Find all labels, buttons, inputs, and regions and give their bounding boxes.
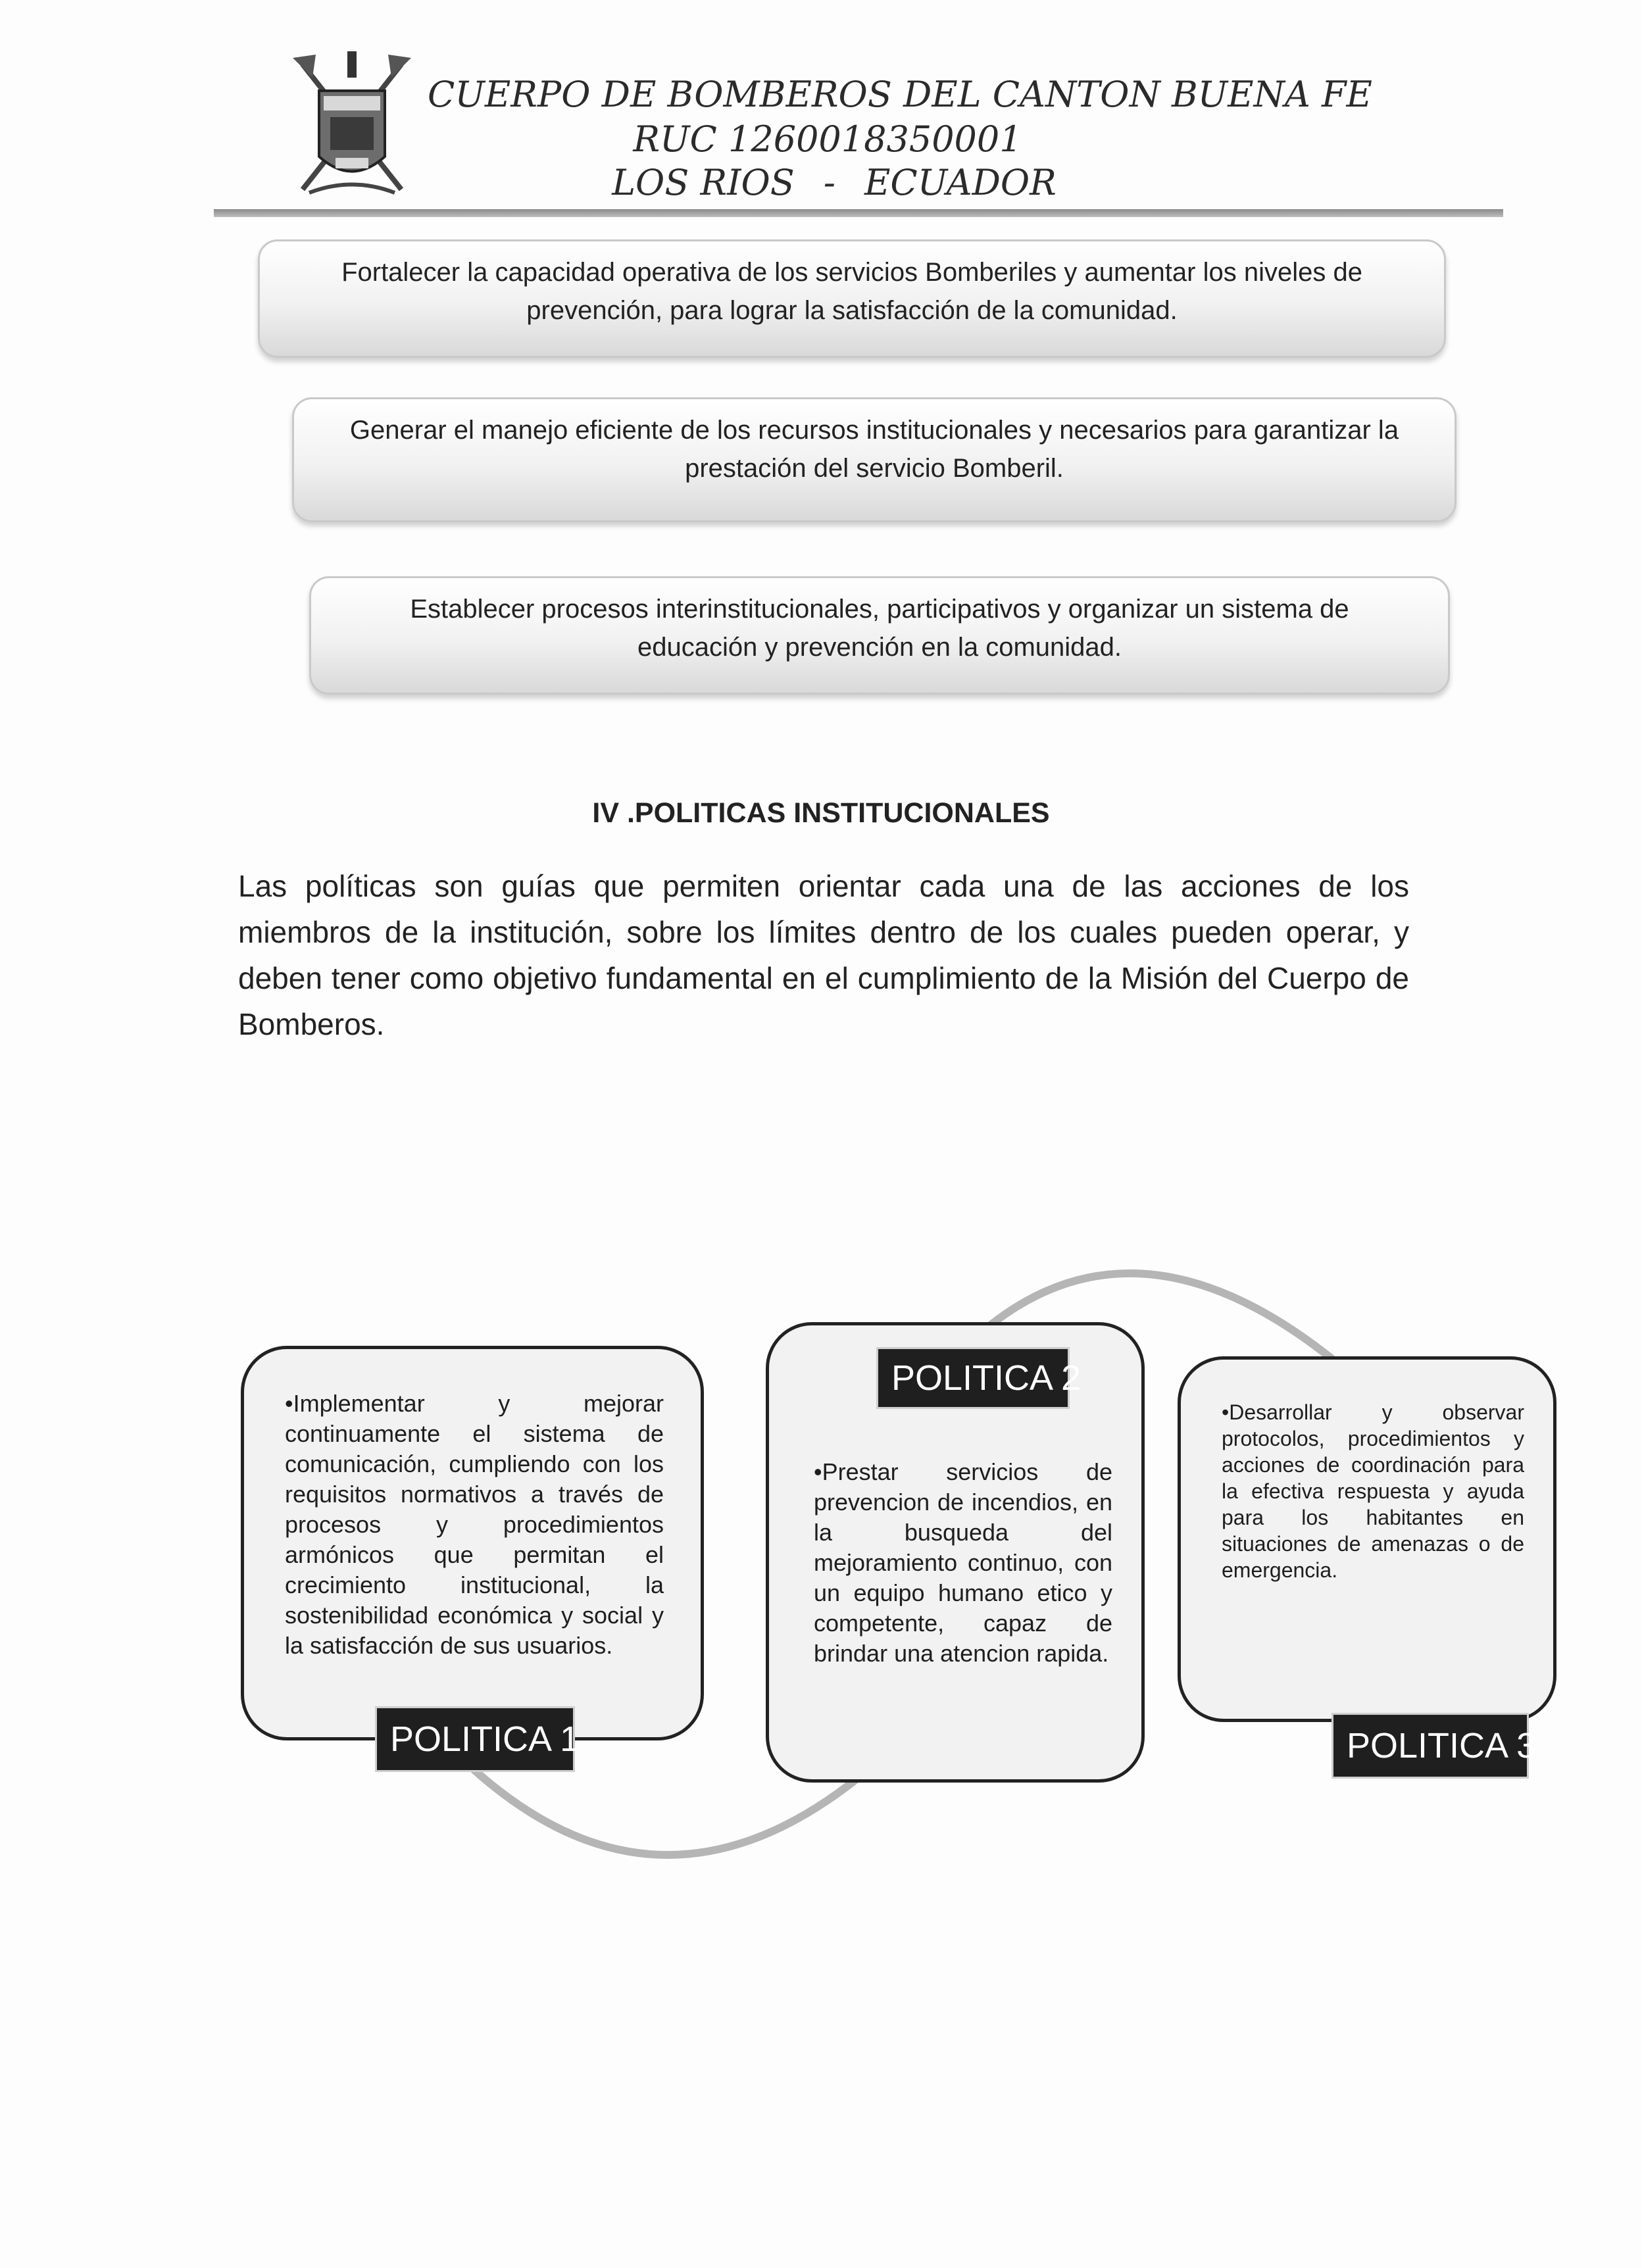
objective-text-line: prevención, para lograr la satisfacción de la comunidad. bbox=[526, 296, 1178, 325]
policy-1-box bbox=[241, 1346, 704, 1740]
policy-1-text: •Implementar y mejorar continuamente el sistema de comunicación, cumpliendo con los requisitos normativos a través de procesos y procedimientos armónicos que permitan el crecimiento institucional, la sostenibilidad económica y social y la satisfacción de sus usuarios. bbox=[285, 1390, 664, 1659]
objective-text-line: prestación del servicio Bomberil. bbox=[685, 454, 1064, 483]
header-ruc: RUC 1260018350001 bbox=[633, 118, 1022, 160]
objective-text-line: educación y prevención en la comunidad. bbox=[637, 633, 1122, 662]
objective-box-1 bbox=[258, 239, 1446, 358]
policy-3-text: •Desarrollar y observar protocolos, procedimientos y acciones de coordinación para la efectiva respuesta y ayuda para los habitantes en situaciones de amenazas o de emergencia. bbox=[1222, 1400, 1524, 1582]
section-paragraph: Las políticas son guías que permiten orientar cada una de las acciones de los miembros de la institución, sobre los límites dentro de los cuales pueden operar, y deben tener como objetivo fundamental en el cumplimiento de la Misión del Cuerpo de Bomberos. bbox=[238, 869, 1409, 1041]
policy-3-box bbox=[1178, 1356, 1556, 1722]
policy-2-text: •Prestar servicios de prevencion de incendios, en la busqueda del mejoramiento continuo, con un equipo humano etico y competente, capaz de brindar una atencion rapida. bbox=[814, 1458, 1112, 1667]
objective-text-line: Fortalecer la capacidad operativa de los servicios Bomberiles y aumentar los niveles de bbox=[341, 258, 1362, 287]
objective-box-3 bbox=[309, 576, 1450, 695]
objective-text-line: Establecer procesos interinstitucionales, participativos y organizar un sistema de bbox=[410, 595, 1349, 624]
header-institution-name: CUERPO DE BOMBEROS DEL CANTON BUENA FE bbox=[428, 74, 1372, 115]
policy-3-label: POLITICA 3 bbox=[1331, 1713, 1529, 1779]
section-title: IV .POLITICAS INSTITUCIONALES bbox=[592, 797, 1050, 829]
policy-2-label: POLITICA 2 bbox=[876, 1347, 1070, 1409]
header-divider bbox=[214, 209, 1503, 217]
header-location: LOS RIOS - ECUADOR bbox=[612, 162, 1057, 203]
objective-text-line: Generar el manejo eficiente de los recursos institucionales y necesarios para garantizar la bbox=[349, 416, 1399, 445]
policy-1-label: POLITICA 1 bbox=[375, 1706, 575, 1772]
objective-box-2 bbox=[292, 397, 1456, 522]
